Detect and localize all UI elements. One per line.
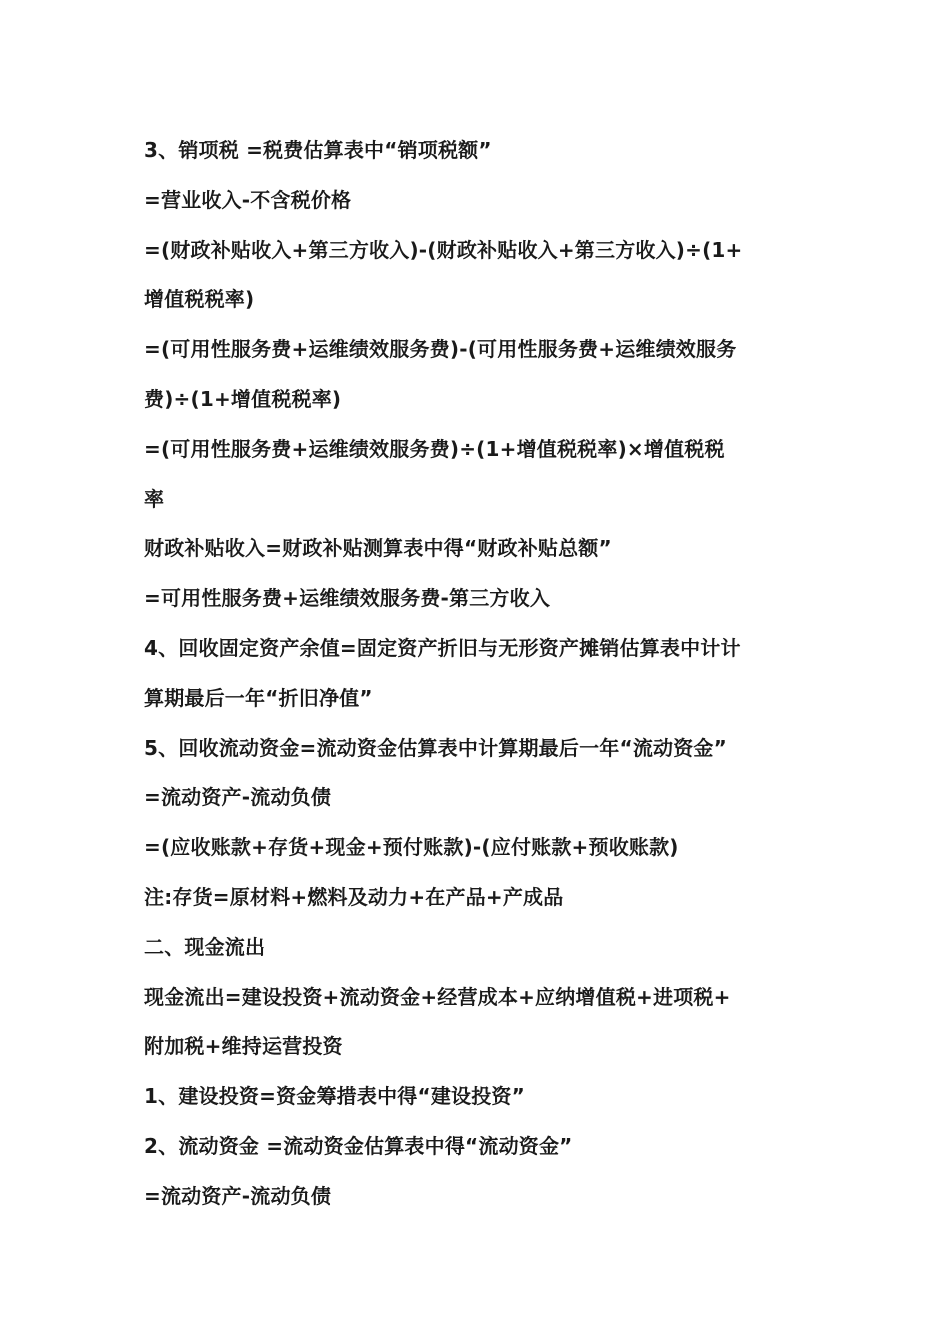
document-body	[144, 126, 814, 1222]
text-line: =流动资产-流动负债	[144, 1183, 332, 1208]
text-line: 费)÷(1+增值税税率)	[144, 386, 342, 411]
text-line: 附加税+维持运营投资	[144, 1034, 343, 1059]
text-line: 财政补贴收入=财政补贴测算表中得“财政补贴总额”	[144, 536, 612, 561]
text-line: 算期最后一年“折旧净值”	[144, 685, 373, 710]
text-line-residual-value-heading: 4、回收固定资产余值=固定资产折旧与无形资产摊销估算表中计计	[144, 635, 741, 660]
text-line: 增值税税率)	[144, 287, 255, 312]
text-line: 率	[144, 486, 165, 511]
text-line-working-capital-heading: 5、回收流动资金=流动资金估算表中计算期最后一年“流动资金”	[144, 735, 727, 760]
text-line: =(应收账款+存货+现金+预付账款)-(应付账款+预收账款)	[144, 835, 679, 860]
text-line-sales-tax-heading: 3、销项税 =税费估算表中“销项税额”	[144, 138, 492, 162]
text-line: =(可用性服务费+运维绩效服务费)-(可用性服务费+运维绩效服务	[144, 337, 737, 362]
text-line: =可用性服务费+运维绩效服务费-第三方收入	[144, 586, 551, 611]
text-line: 现金流出=建设投资+流动资金+经营成本+应纳增值税+进项税+	[144, 984, 731, 1009]
text-line: =流动资产-流动负债	[144, 785, 332, 810]
text-line: =营业收入-不含税价格	[144, 187, 352, 212]
text-line-note: 注:存货=原材料+燃料及动力+在产品+产成品	[144, 884, 564, 909]
text-line: =(财政补贴收入+第三方收入)-(财政补贴收入+第三方收入)÷(1+	[144, 237, 743, 262]
section-heading-cash-outflow: 二、现金流出	[144, 934, 266, 959]
text-line-construction-investment: 1、建设投资=资金筹措表中得“建设投资”	[144, 1084, 525, 1109]
text-line-working-capital: 2、流动资金 =流动资金估算表中得“流动资金”	[144, 1133, 573, 1158]
text-line: =(可用性服务费+运维绩效服务费)÷(1+增值税税率)×增值税税	[144, 436, 725, 461]
